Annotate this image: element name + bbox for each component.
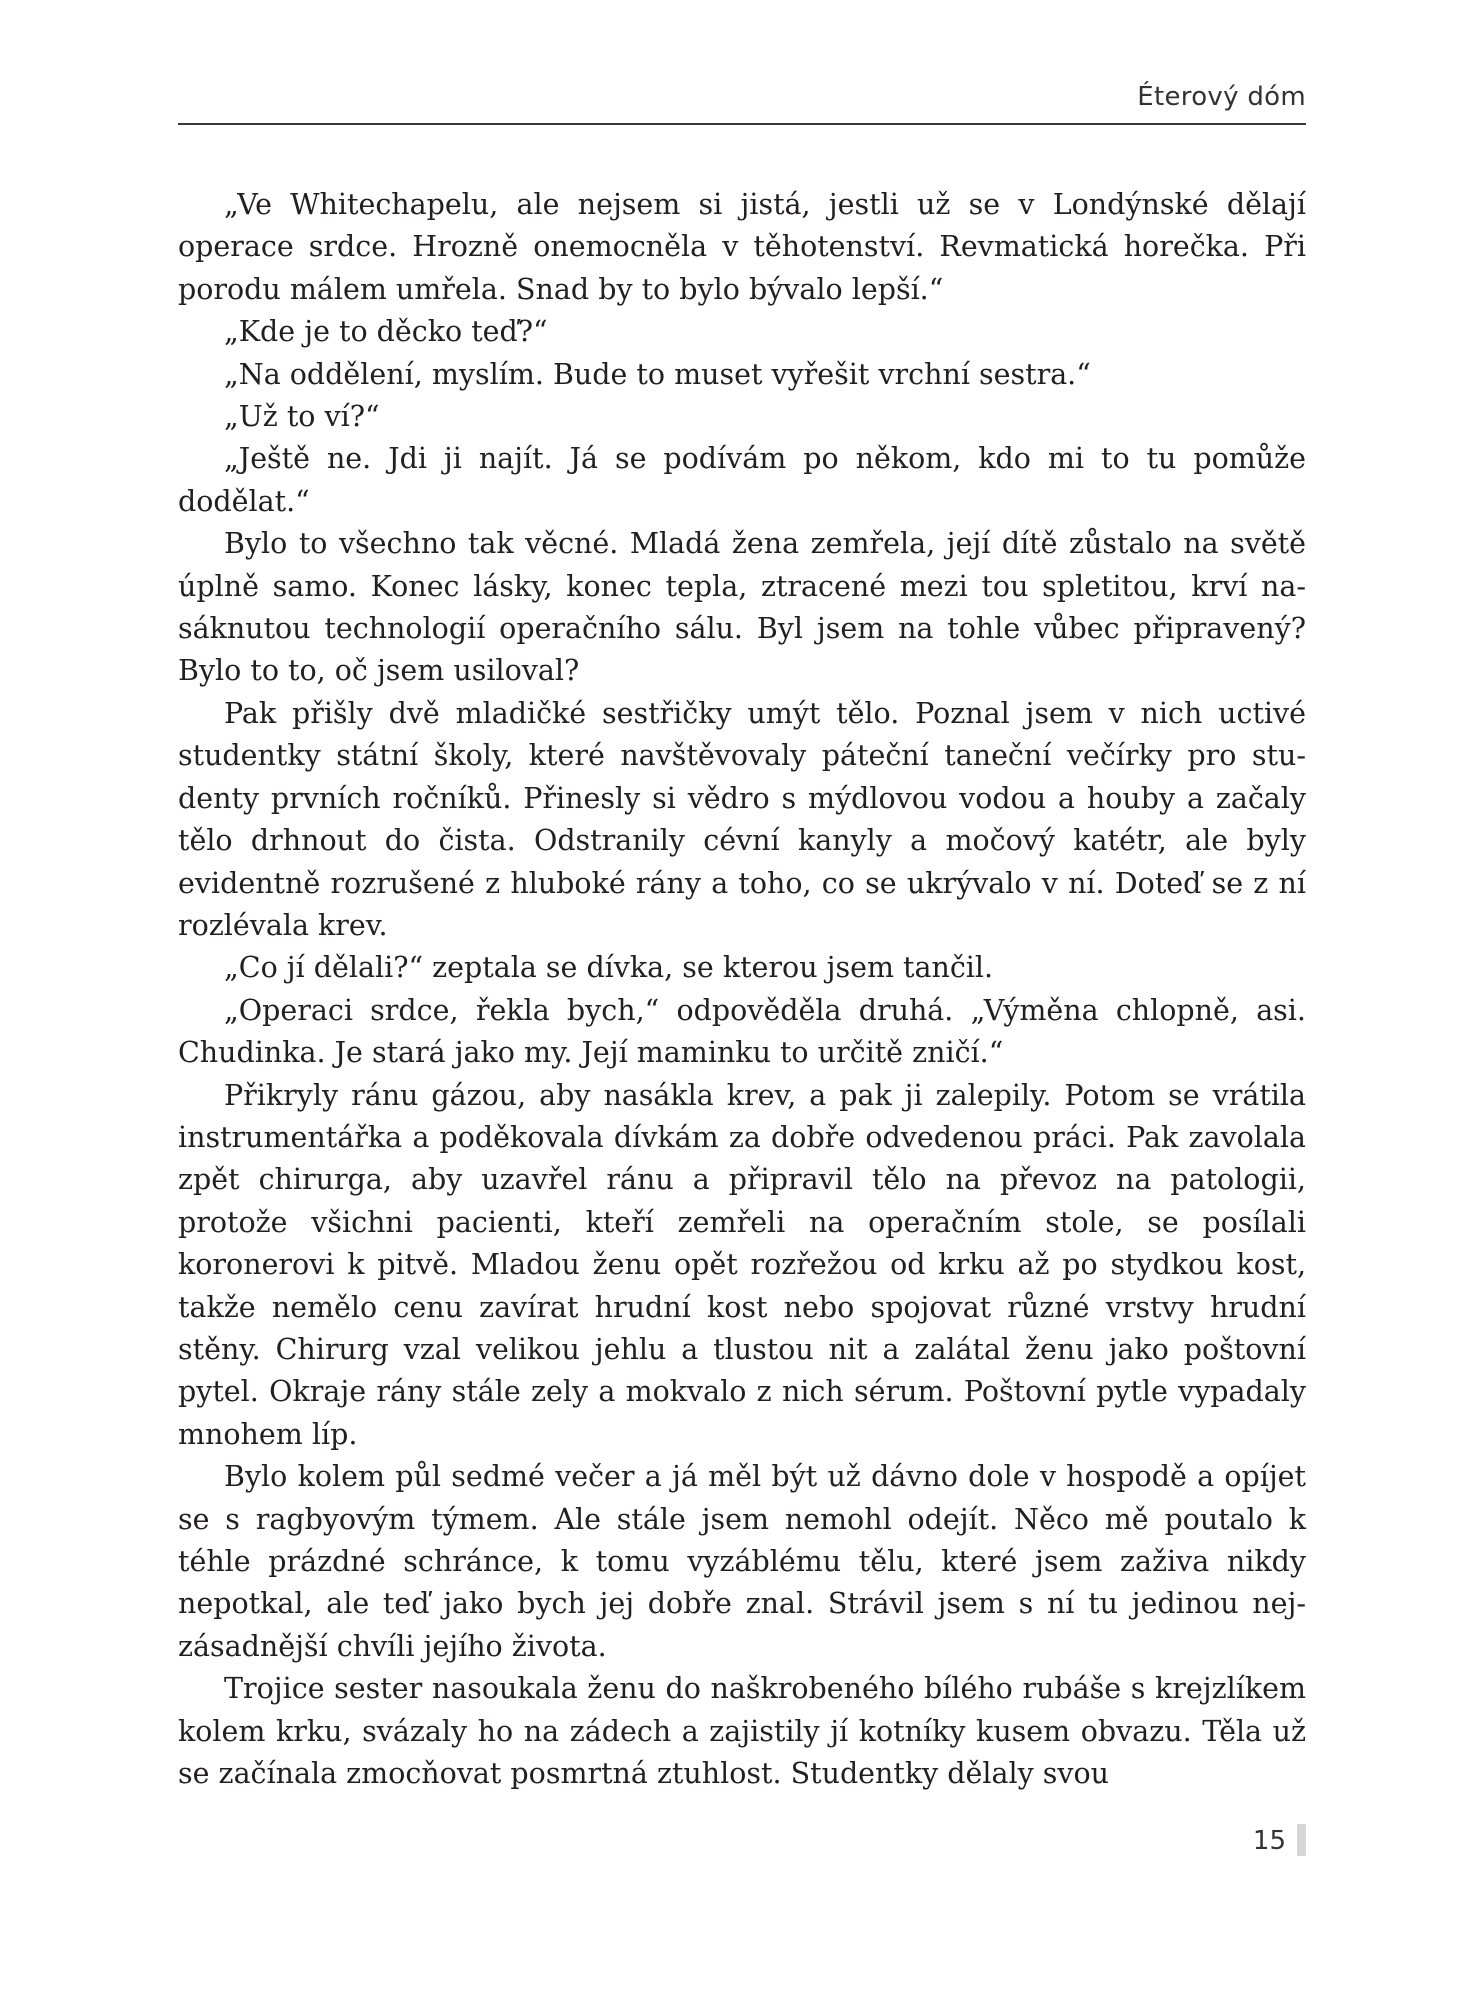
paragraph: „Na oddělení, myslím. Bude to muset vyřešit vrchní sestra.“ [224,357,1091,391]
paragraph: „Ve Whitechapelu, ale nejsem si jistá, jestli už se v Londýnské dělají operace srdce. Hrozně onemocněla v těhotenství. Revmatická horečka. Při porodu málem umřela. Snad by to bylo bývalo lepší.“ [178,188,1306,306]
header-rule [178,123,1306,125]
paragraph: Přikryly ránu gázou, aby nasákla krev, a pak ji zalepily. Potom se vrátila instrumentářka a poděkovala dívkám za dobře odvedenou práci. Pak zavolala zpět chirurga, aby uzavřel ránu a připravil tělo na převoz na patologii, protože všichni pacienti, kteří zemřeli na operačním stole, se posílali koronerovi k pitvě. Mladou ženu opět rozřežou od krku až po stydkou kost, takže nemělo cenu zavírat hrudní kost nebo spojovat různé vrstvy hrudní stěny. Chirurg vzal velikou jehlu a tlustou nit a zalátal ženu jako poštovní pytel. Okraje rány stále zely a mokvalo z nich sérum. Poštovní pytle vypadaly mnohem líp. [178,1078,1306,1451]
page-number: 15 [1252,1826,1286,1856]
paragraph: „Co jí dělali?“ zeptala se dívka, se kterou jsem tančil. [224,951,994,985]
paragraph: „Už to ví?“ [224,400,380,434]
running-header-title: Éterový dóm [1137,82,1306,112]
paragraph: Bylo kolem půl sedmé večer a já měl být už dávno dole v hospodě a opíjet se s ragbyovým týmem. Ale stále jsem nemohl odejít. Něco mě poutalo k téhle prázdné schránce, k tomu vyzáblému tělu, které jsem zaživa nikdy nepotkal, ale teď jako bych jej dobře znal. Strávil jsem s ní tu jedinou nejzásadnější chvíli jejího života. [178,1460,1306,1663]
paragraph: „Ještě ne. Jdi ji najít. Já se podívám po někom, kdo mi to tu pomůže dodělat.“ [178,442,1306,518]
paragraph: Bylo to všechno tak věcné. Mladá žena zemřela, její dítě zůstalo na světě úplně samo. Konec lásky, konec tepla, ztracené mezi tou spletitou, krví nasáknutou technologií operačního sálu. Byl jsem na tohle vůbec připravený? Bylo to to, oč jsem usiloval? [178,527,1306,688]
paragraph: „Kde je to děcko teď?“ [224,315,548,349]
paragraph: Pak přišly dvě mladičké sestřičky umýt tělo. Poznal jsem v nich uctivé studentky státní školy, které navštěvovaly páteční taneční večírky pro studenty prvních ročníků. Přinesly si vědro s mýdlovou vodou a houby a začaly tělo drhnout do čista. Odstranily cévní kanyly a močový katétr, ale byly evidentně rozrušené z hluboké rány a toho, co se ukrývalo v ní. Doteď se z ní rozlévala krev. [178,696,1306,942]
page-number-marker [1297,1824,1306,1856]
paragraph: Trojice sester nasoukala ženu do naškrobeného bílého rubáše s krejzlíkem kolem krku, svázaly ho na zádech a zajistily jí kotníky kusem obvazu. Těla už se začínala zmocňovat posmrtná ztuhlost. Studentky dělaly svou [178,1672,1306,1791]
body-text [178,184,1306,1795]
paragraph: „Operaci srdce, řekla bych,“ odpověděla druhá. „Výměna chlopně, asi. Chudinka. Je stará jako my. Její maminku to určitě zničí.“ [178,993,1306,1070]
